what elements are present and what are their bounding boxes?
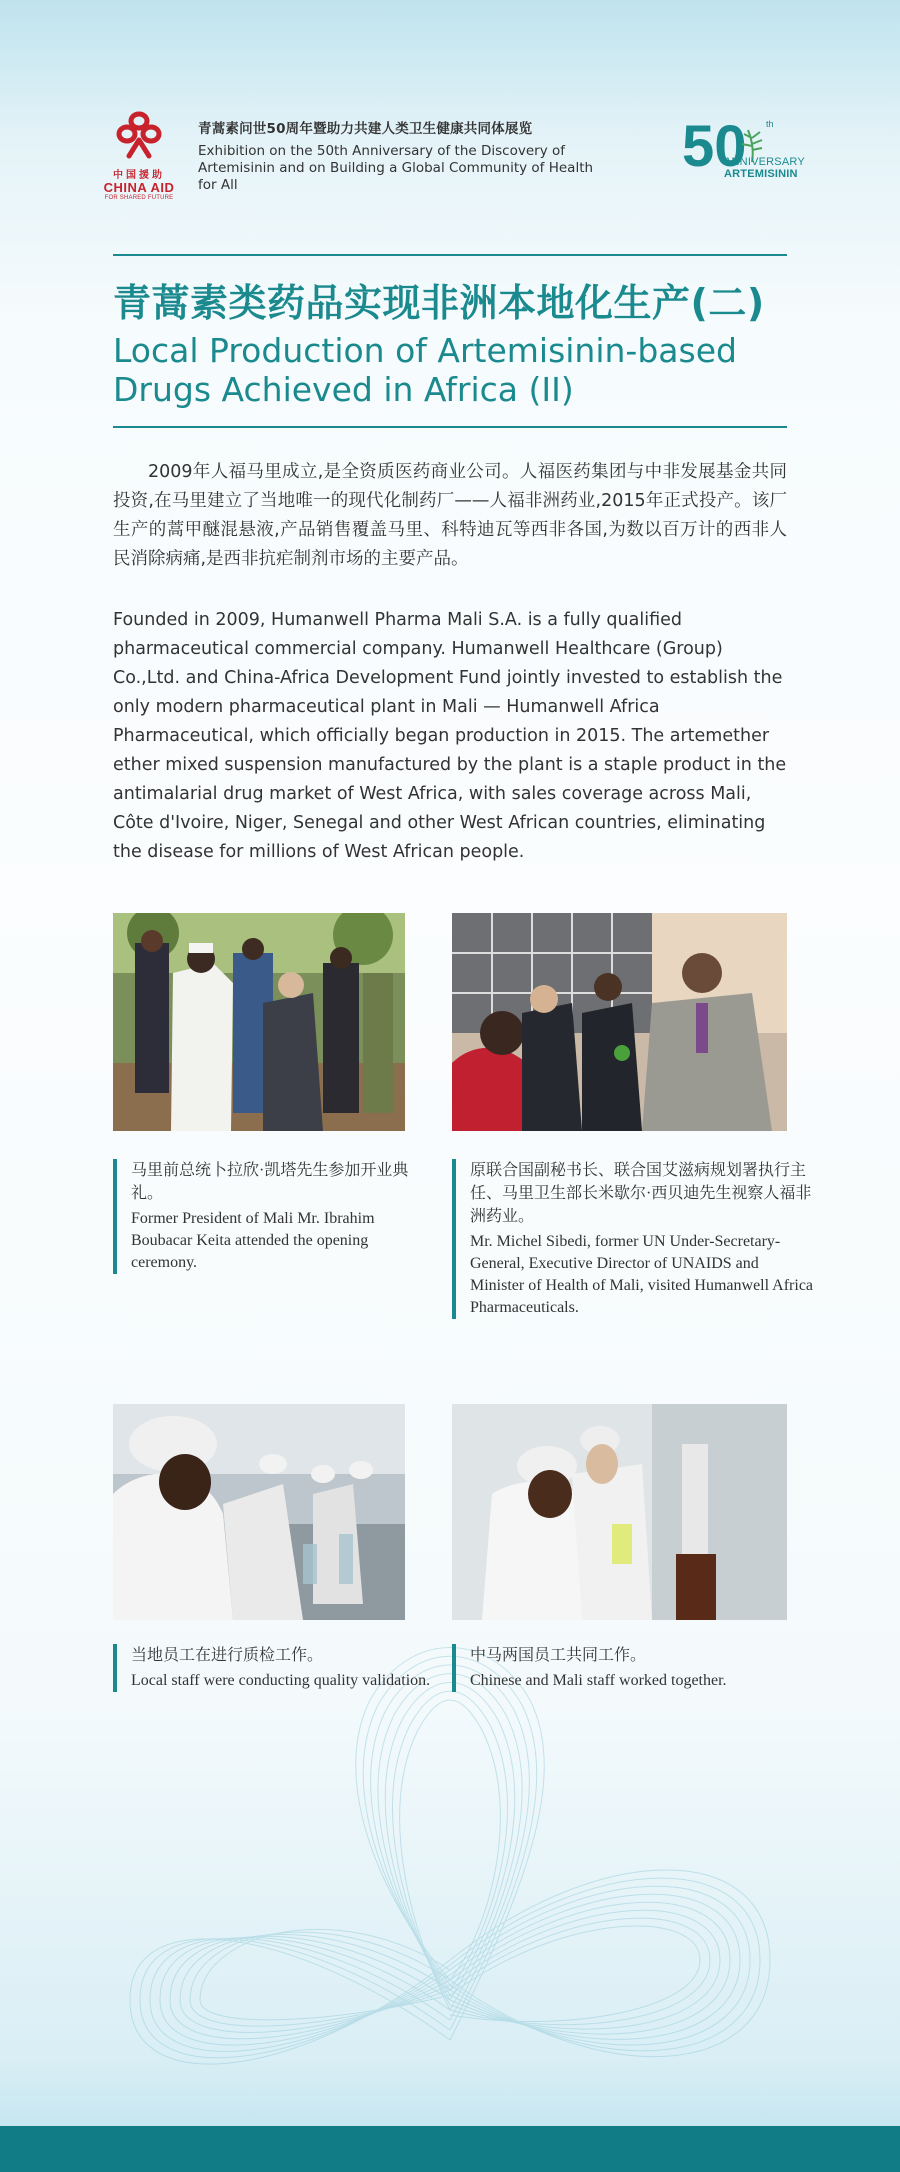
caption-en: Mr. Michel Sibedi, former UN Under-Secretary-General, Executive Director of UNAIDS and Minister of Health of Mali, visited Humanwell Africa Pharmaceuticals.	[470, 1233, 814, 1316]
photo-opening-ceremony	[113, 913, 405, 1131]
photo-working-together	[452, 1404, 787, 1620]
logo-chinese-text: 中国援助	[113, 170, 165, 181]
title-bottom-rule	[113, 426, 787, 428]
page-title-cn: 青蒿素类药品实现非洲本地化生产(二)	[113, 281, 765, 325]
caption-quality-validation	[113, 1644, 431, 1692]
logo-english-text: CHINA AID	[103, 180, 175, 195]
anniversary-number: 50	[682, 116, 747, 179]
title-top-rule	[113, 254, 787, 256]
anniversary-label: ANNIVERSARY	[724, 156, 805, 168]
caption-en: Local staff were conducting quality validation.	[131, 1672, 431, 1689]
caption-cn: 中马两国员工共同工作。	[470, 1647, 647, 1664]
anniversary-logo	[682, 116, 805, 188]
page-title-en: Local Production of Artemisinin-based Drugs Achieved in Africa (II)	[113, 331, 737, 409]
exhibition-title-en: Exhibition on the 50th Anniversary of the Discovery of Artemisinin and on Building a Global Community of Health for All	[198, 143, 594, 193]
exhibition-header	[0, 100, 900, 210]
caption-official-visit	[452, 1159, 815, 1319]
china-aid-logo	[103, 110, 175, 201]
photo-official-visit	[452, 913, 787, 1131]
photo-quality-validation	[113, 1404, 405, 1620]
caption-cn: 原联合国副秘书长、联合国艾滋病规划署执行主任、马里卫生部长米歇尔·西贝迪先生视察人福非洲药业。	[470, 1162, 812, 1225]
body-paragraph-en: Founded in 2009, Humanwell Pharma Mali S.A. is a fully qualified pharmaceutical commercial company. Humanwell Healthcare (Group) Co.,Ltd. and China-Africa Development Fund jointly invested to establish the only modern pharmaceutical plant in Mali — Humanwell Africa Pharmaceutical, which officially began production in 2015. The artemether ether mixed suspension manufactured by the plant is a staple product in the antimalarial drug market of West Africa, with sales coverage across Mali, Côte d'Ivoire, Niger, Senegal and other West African countries, eliminating the disease for millions of West African people.	[113, 610, 787, 862]
caption-working-together	[452, 1644, 815, 1692]
caption-cn: 当地员工在进行质检工作。	[131, 1647, 324, 1664]
exhibition-title-cn: 青蒿素问世50周年暨助力共建人类卫生健康共同体展览	[198, 121, 533, 137]
bottom-band	[0, 2126, 900, 2172]
caption-en: Chinese and Mali staff worked together.	[470, 1672, 727, 1689]
caption-en: Former President of Mali Mr. Ibrahim Boubacar Keita attended the opening ceremony.	[131, 1210, 375, 1271]
caption-opening-ceremony	[113, 1159, 431, 1274]
knot-logo-icon	[113, 110, 165, 160]
exhibition-title	[198, 117, 608, 194]
logo-tagline: FOR SHARED FUTURE	[104, 195, 174, 201]
anniversary-suffix: th	[766, 119, 774, 129]
anniversary-brand: ARTEMISININ	[724, 168, 798, 180]
caption-cn: 马里前总统卜拉欣·凯塔先生参加开业典礼。	[131, 1162, 409, 1202]
body-paragraph-cn: 2009年人福马里成立,是全资质医药商业公司。人福医药集团与中非发展基金共同投资,在马里建立了当地唯一的现代化制药厂——人福非洲药业,2015年正式投产。该厂生产的蒿甲醚混悬液,产品销售覆盖马里、科特迪瓦等西非各国,为数以百万计的西非人民消除病痛,是西非抗疟制剂市场的主要产品。	[113, 462, 787, 569]
